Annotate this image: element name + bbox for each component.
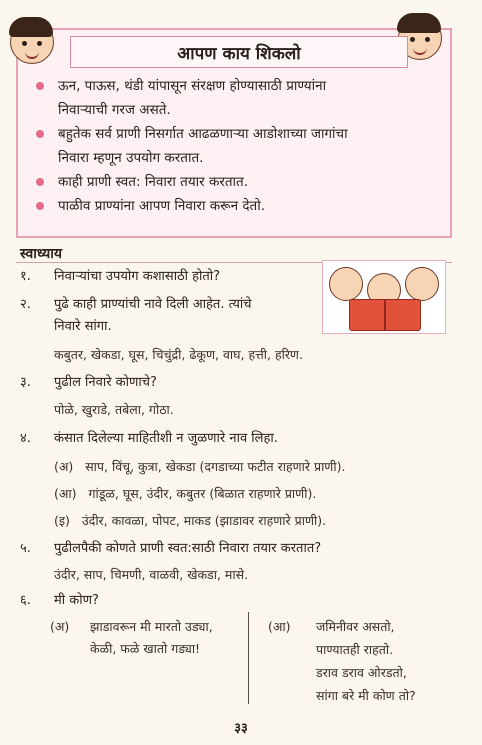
question-5-answer: उंदीर, साप, चिमणी, वाळवी, खेकडा, मासे. <box>54 567 249 582</box>
question-4-part-a: (अ) साप, विंचू, कुत्रा, खेकडा (दगडाच्या फटीत राहणारे प्राणी). <box>54 459 346 474</box>
girl-face-icon <box>10 20 54 64</box>
summary-point-cont: निवाऱ्याची गरज असते. <box>58 102 171 118</box>
riddle-a-line: झाडावरून मी मारतो उड्या, <box>90 619 213 634</box>
question-2: २. पुढे काही प्राण्यांची नावे दिली आहेत. त्यांचे निवारे सांगा. <box>20 297 252 334</box>
summary-point-cont: निवारा म्हणून उपयोग करतात. <box>58 150 204 166</box>
riddle-b-line: पाण्यातही राहतो. <box>316 642 394 657</box>
question-2-answer: कबुतर, खेकडा, घूस, चिचुंद्री, ढेकूण, वाघ, हत्ती, हरिण. <box>54 347 303 362</box>
book-icon <box>349 299 421 331</box>
riddle-b-line: सांगा बरे मी कोण तो? <box>316 688 416 703</box>
question-4-part-c: (इ) उंदीर, कावळा, पोपट, माकड (झाडावर राहणारे प्राणी). <box>54 513 327 528</box>
question-4-part-b: (आ) गांडूळ, घूस, उंदीर, कबुतर (बिळात राहणारे प्राणी). <box>54 486 317 501</box>
riddle-b-line: डराव डराव ओरडतो, <box>316 665 407 680</box>
summary-points <box>32 74 442 218</box>
child-face-icon <box>405 267 439 301</box>
riddle-b-line: जमिनीवर असतो, <box>316 619 395 634</box>
page-number: ३३ <box>234 721 248 736</box>
children-reading-illustration <box>322 260 446 334</box>
summary-point: ऊन, पाऊस, थंडी यांपासून संरक्षण होण्यासाठी प्राण्यांना <box>32 74 442 98</box>
summary-point: काही प्राणी स्वत: निवारा तयार करतात. <box>32 170 442 194</box>
riddle-a-label: (अ) <box>50 619 70 634</box>
riddle-b-label: (आ) <box>268 619 291 634</box>
summary-point: पाळीव प्राण्यांना आपण निवारा करून देतो. <box>32 194 442 218</box>
summary-box <box>16 28 452 238</box>
riddle-divider <box>248 612 249 704</box>
question-3-answer: पोळे, खुराडे, तबेला, गोठा. <box>54 402 174 417</box>
riddle-a-line: केळी, फळे खातो गड्या! <box>90 641 201 656</box>
summary-point: बहुतेक सर्व प्राणी निसर्गात आढळणाऱ्या आडोशाच्या जागांचा <box>32 122 442 146</box>
summary-title: आपण काय शिकलो <box>70 36 408 68</box>
exercise-heading: स्वाध्याय <box>20 246 62 262</box>
child-face-icon <box>329 267 363 301</box>
